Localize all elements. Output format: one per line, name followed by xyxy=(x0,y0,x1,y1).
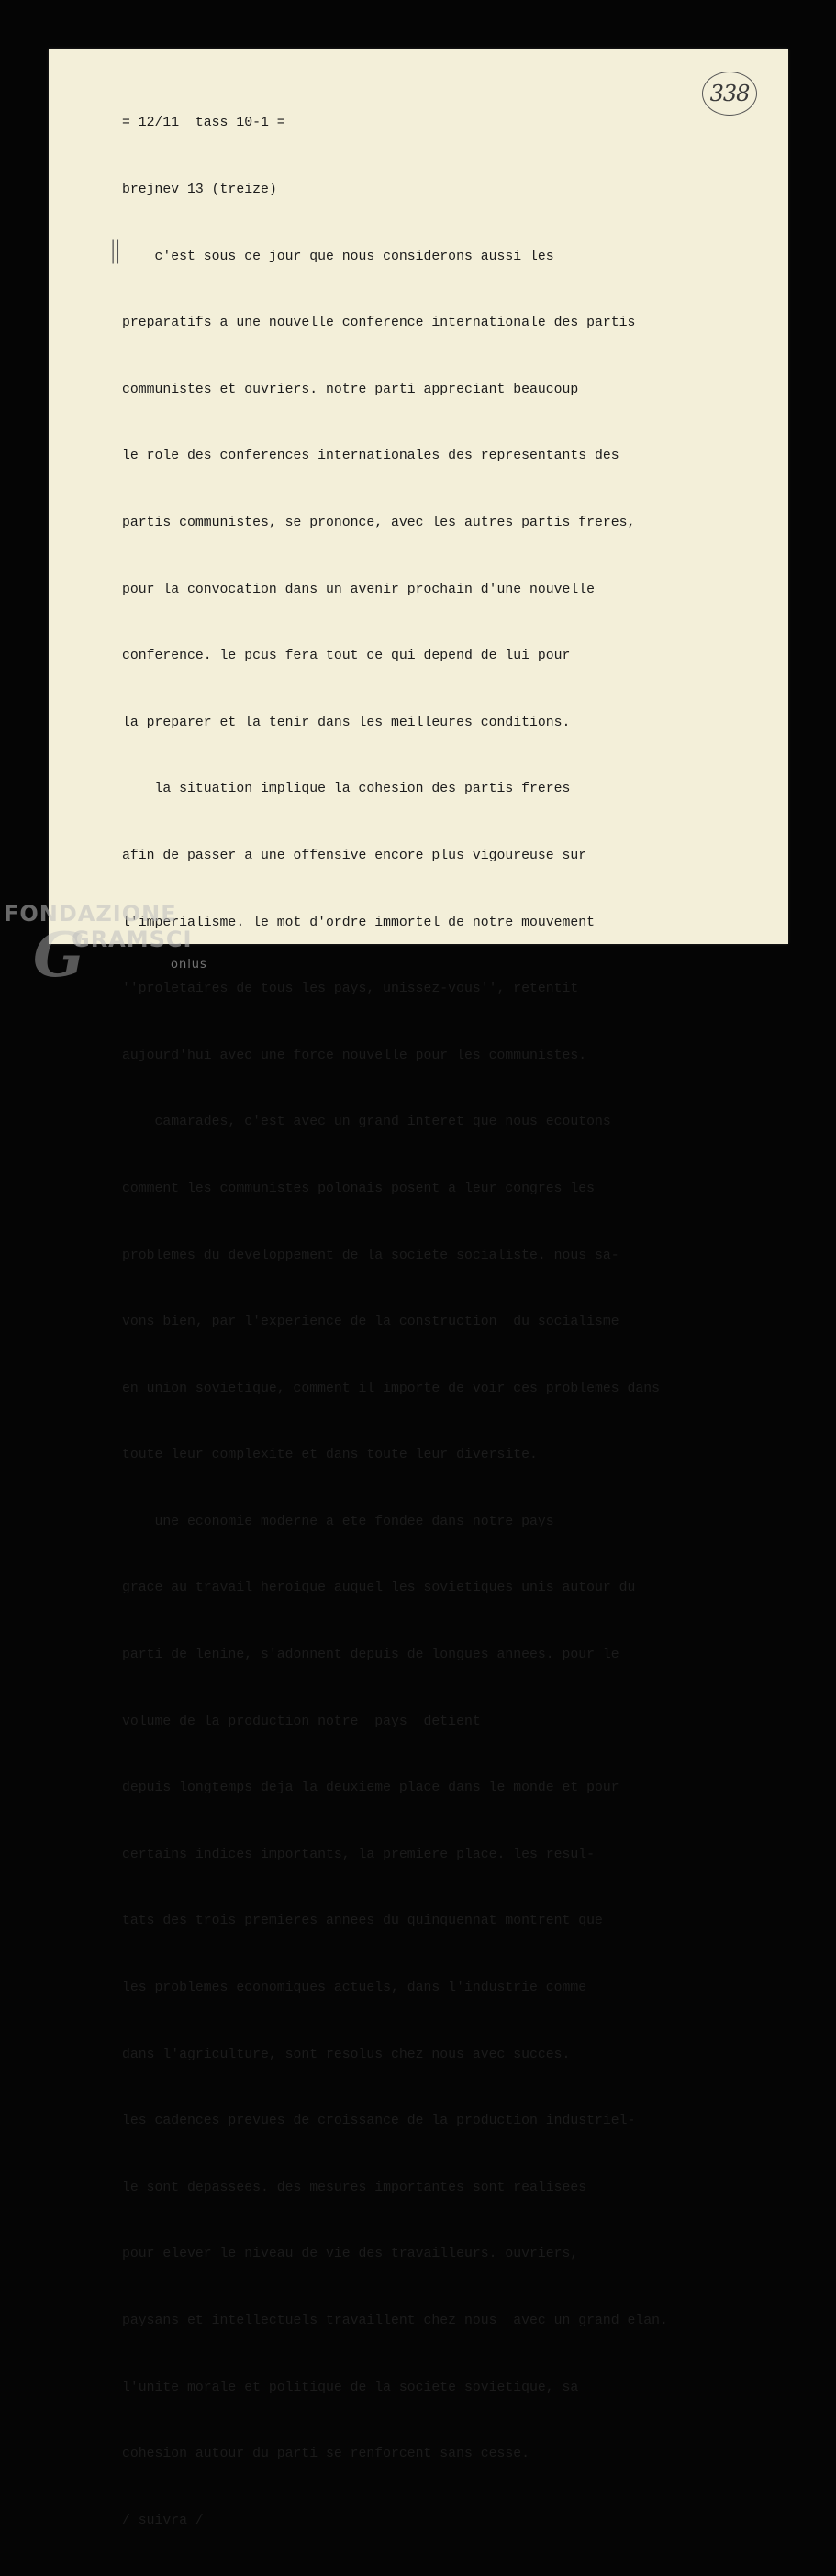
watermark-line2: GRAMSCI xyxy=(72,927,193,952)
text-line: problemes du developpement de la societe socialiste. nous sa- xyxy=(122,1248,619,1263)
text-line: vons bien, par l'experience de la construction du socialisme xyxy=(122,1315,619,1330)
text-line: le sont depassees. des mesures importantes sont realisees xyxy=(122,2180,587,2195)
watermark-logo-letter: G xyxy=(33,919,85,991)
stamp-number: 338 xyxy=(709,81,750,106)
text-line: les cadences prevues de croissance de la production industriel- xyxy=(122,2114,636,2129)
text-line: toute leur complexite et dans toute leur diversite. xyxy=(122,1448,538,1463)
text-line: ''proletaires de tous les pays, unissez-vous'', retentit xyxy=(122,982,579,997)
text-line: comment les communistes polonais posent a leur congres les xyxy=(122,1181,596,1196)
text-line: une economie moderne a ete fondee dans notre pays xyxy=(122,1514,554,1529)
text-line: camarades, c'est avec un grand interet que nous ecoutons xyxy=(122,1115,611,1130)
text-line: afin de passer a une offensive encore plus vigoureuse sur xyxy=(122,848,587,863)
text-line: grace au travail heroique auquel les sovietiques unis autour du xyxy=(122,1581,636,1596)
text-line: dans l'agriculture, sont resolus chez nous avec succes. xyxy=(122,2047,571,2062)
text-line: certains indices importants, la premiere place. les resul- xyxy=(122,1847,596,1862)
closing-line: / suivra / xyxy=(122,2513,204,2528)
text-line: tats des trois premieres annees du quinquennat montrent que xyxy=(122,1914,603,1929)
text-line: pour elever le niveau de vie des travailleurs. ouvriers, xyxy=(122,2247,579,2262)
text-line: depuis longtemps deja la deuxieme place dans le monde et pour xyxy=(122,1781,619,1796)
text-line: cohesion autour du parti se renforcent sans cesse. xyxy=(122,2447,529,2462)
watermark-suffix: onlus xyxy=(171,958,207,972)
text-line: aujourd'hui avec une force nouvelle pour les communistes. xyxy=(122,1048,587,1063)
fondazione-gramsci-watermark xyxy=(0,899,220,991)
text-line: l'unite morale et politique de la societe sovietique, sa xyxy=(122,2380,579,2395)
text-line: le role des conferences internationales des representants des xyxy=(122,449,619,464)
watermark-line1: FONDAZIONE xyxy=(4,901,177,927)
text-line: conference. le pcus fera tout ce qui depend de lui pour xyxy=(122,649,571,664)
header-line: = 12/11 tass 10-1 = xyxy=(122,116,285,131)
text-line: les problemes economiques actuels, dans l'industrie comme xyxy=(122,1981,587,1996)
text-line: la situation implique la cohesion des partis freres xyxy=(122,782,571,797)
margin-pencil-mark: || xyxy=(110,237,121,264)
document-body xyxy=(122,68,668,2576)
text-line: partis communistes, se prononce, avec les autres partis freres, xyxy=(122,515,636,530)
text-line: la preparer et la tenir dans les meilleures conditions. xyxy=(122,715,571,730)
subject-line: brejnev 13 (treize) xyxy=(122,183,277,197)
text-line: l'imperialisme. le mot d'ordre immortel de notre mouvement xyxy=(122,915,596,930)
text-line: pour la convocation dans un avenir prochain d'une nouvelle xyxy=(122,582,596,597)
text-line: volume de la production notre pays detient xyxy=(122,1714,481,1729)
text-line: preparatifs a une nouvelle conference internationale des partis xyxy=(122,316,636,331)
text-line: paysans et intellectuels travaillent chez nous avec un grand elan. xyxy=(122,2314,668,2328)
text-line: communistes et ouvriers. notre parti appreciant beaucoup xyxy=(122,382,579,397)
text-line: en union sovietique, comment il importe de voir ces problemes dans xyxy=(122,1381,661,1396)
page-number-stamp xyxy=(702,72,757,116)
text-line: parti de lenine, s'adonnent depuis de longues annees. pour le xyxy=(122,1648,619,1663)
text-line: c'est sous ce jour que nous considerons aussi les xyxy=(122,249,554,264)
